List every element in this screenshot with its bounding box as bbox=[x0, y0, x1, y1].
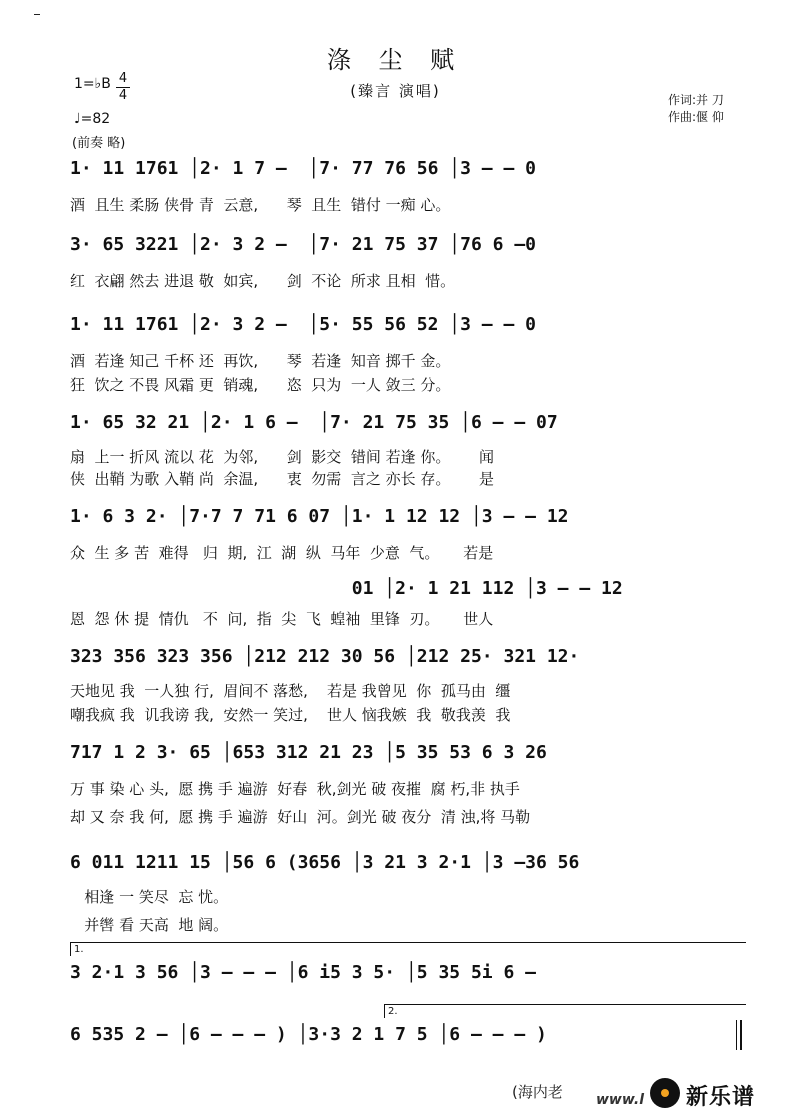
score-row bbox=[70, 640, 746, 674]
time-bottom: 4 bbox=[118, 88, 128, 103]
notes-line: 717 1 2 3· 65 │653 312 21 23 │5 35 53 6 3 26 bbox=[70, 742, 547, 763]
logo-text: 新乐谱 bbox=[686, 1085, 756, 1110]
time-signature bbox=[116, 72, 130, 103]
lyric-line: 红 衣翩 然去 进退 敬 如宾, 剑 不论 所求 且相 惜。 bbox=[70, 272, 456, 290]
lyric-line: 酒 若逢 知己 千杯 还 再饮, 琴 若逢 知音 掷千 金。 bbox=[70, 352, 451, 370]
composer-credit: 作曲:偃 仰 bbox=[668, 110, 724, 124]
lyric-line: 扇 上一 折风 流以 花 为邻, 剑 影交 错间 若逢 你。 闻 bbox=[70, 448, 494, 466]
volta-number: 1. bbox=[74, 944, 84, 955]
notes-line: 6 535 2 – │6 – – – ) │3·3 2 1 7 5 │6 – – – ) bbox=[70, 1024, 547, 1045]
site-logo bbox=[596, 1076, 784, 1114]
lyric-line: 嘲我疯 我 讥我谤 我, 安然一 笑过, 世人 恼我嫉 我 敬我羡 我 bbox=[70, 706, 511, 724]
prelude-note: (前奏 略) bbox=[72, 136, 126, 151]
score-row bbox=[70, 1018, 746, 1052]
notes-line: 01 │2· 1 21 112 │3 – – 12 bbox=[70, 578, 623, 599]
score-row bbox=[70, 308, 746, 342]
performer-line: (臻言 演唱) bbox=[350, 82, 441, 100]
volta-tick bbox=[384, 1004, 385, 1018]
lyric-line: 万 事 染 心 头, 愿 携 手 遍游 好春 秋,剑光 破 夜摧 腐 朽,非 执手 bbox=[70, 780, 520, 798]
key-value: ♭B bbox=[94, 76, 111, 92]
lyric-line: 侠 出鞘 为歌 入鞘 尚 余温, 衷 勿需 言之 亦长 存。 是 bbox=[70, 470, 494, 488]
final-barline bbox=[740, 1020, 742, 1050]
lyric-line: 并辔 看 天高 地 阔。 bbox=[70, 916, 229, 934]
score-row bbox=[70, 228, 746, 262]
notes-line: 1· 6 3 2· │7·7 7 71 6 07 │1· 1 12 12 │3 – – 12 bbox=[70, 506, 569, 527]
volta-bracket-first bbox=[70, 942, 746, 943]
lyric-line: 狂 饮之 不畏 风霜 更 销魂, 恣 只为 一人 敛三 分。 bbox=[70, 376, 451, 394]
notes-line: 1· 65 32 21 │2· 1 6 – │7· 21 75 35 │6 – – 07 bbox=[70, 412, 558, 433]
score-row bbox=[70, 406, 746, 440]
volta-tick bbox=[70, 942, 71, 956]
key-label: 1= bbox=[74, 76, 95, 92]
notes-line: 6 011 1211 15 │56 6 (3656 │3 21 3 2·1 │3 –36 56 bbox=[70, 852, 580, 873]
credits bbox=[668, 92, 724, 126]
lyric-line: 天地见 我 一人独 行, 眉间不 落愁, 若是 我曾见 你 孤马由 缰 bbox=[70, 682, 511, 700]
notes-line: 1· 11 1761 │2· 1 7 – │7· 77 76 56 │3 – – 0 bbox=[70, 158, 536, 179]
score-row bbox=[70, 500, 746, 534]
notes-line: 3· 65 3221 │2· 3 2 – │7· 21 75 37 │76 6 –0 bbox=[70, 234, 536, 255]
score-row bbox=[70, 956, 746, 990]
score-row bbox=[70, 736, 746, 770]
score-row bbox=[70, 152, 746, 186]
lyric-line: 相逢 一 笑尽 忘 忧。 bbox=[70, 888, 229, 906]
lyric-line: 酒 且生 柔肠 侠骨 青 云意, 琴 且生 错付 一痴 心。 bbox=[70, 196, 451, 214]
corner-mark bbox=[34, 14, 40, 15]
notes-line: 1· 11 1761 │2· 3 2 – │5· 55 56 52 │3 – – 0 bbox=[70, 314, 536, 335]
lyricist-credit: 作词:并 刀 bbox=[668, 93, 724, 107]
record-icon bbox=[650, 1078, 680, 1108]
score-row bbox=[70, 846, 746, 880]
lyric-line: 却 又 奈 我 何, 愿 携 手 遍游 好山 河。剑光 破 夜分 清 浊,将 马勒 bbox=[70, 808, 531, 826]
tempo-mark: ♩=82 bbox=[74, 111, 111, 127]
key-signature bbox=[74, 76, 111, 92]
lyric-line: 恩 怨 休 提 情仇 不 问, 指 尖 飞 蝗袖 里锋 刃。 世人 bbox=[70, 610, 494, 628]
song-title: 涤 尘 赋 bbox=[326, 46, 465, 74]
notes-line: 323 356 323 356 │212 212 30 56 │212 25· 321 12· bbox=[70, 646, 580, 667]
final-barline-thin bbox=[736, 1020, 737, 1050]
time-top: 4 bbox=[118, 71, 128, 86]
lyric-line: 众 生 多 苦 难得 归 期, 江 湖 纵 马年 少意 气。 若是 bbox=[70, 544, 494, 562]
score-row bbox=[70, 572, 746, 606]
volta-bracket-second bbox=[384, 1004, 746, 1005]
volta-number: 2. bbox=[388, 1006, 398, 1017]
notes-line: 3 2·1 3 56 │3 – – – │6 i5 3 5· │5 35 5i 6 – bbox=[70, 962, 536, 983]
logo-url: www.l bbox=[596, 1092, 645, 1108]
source-footer: (海内老 bbox=[512, 1083, 563, 1101]
